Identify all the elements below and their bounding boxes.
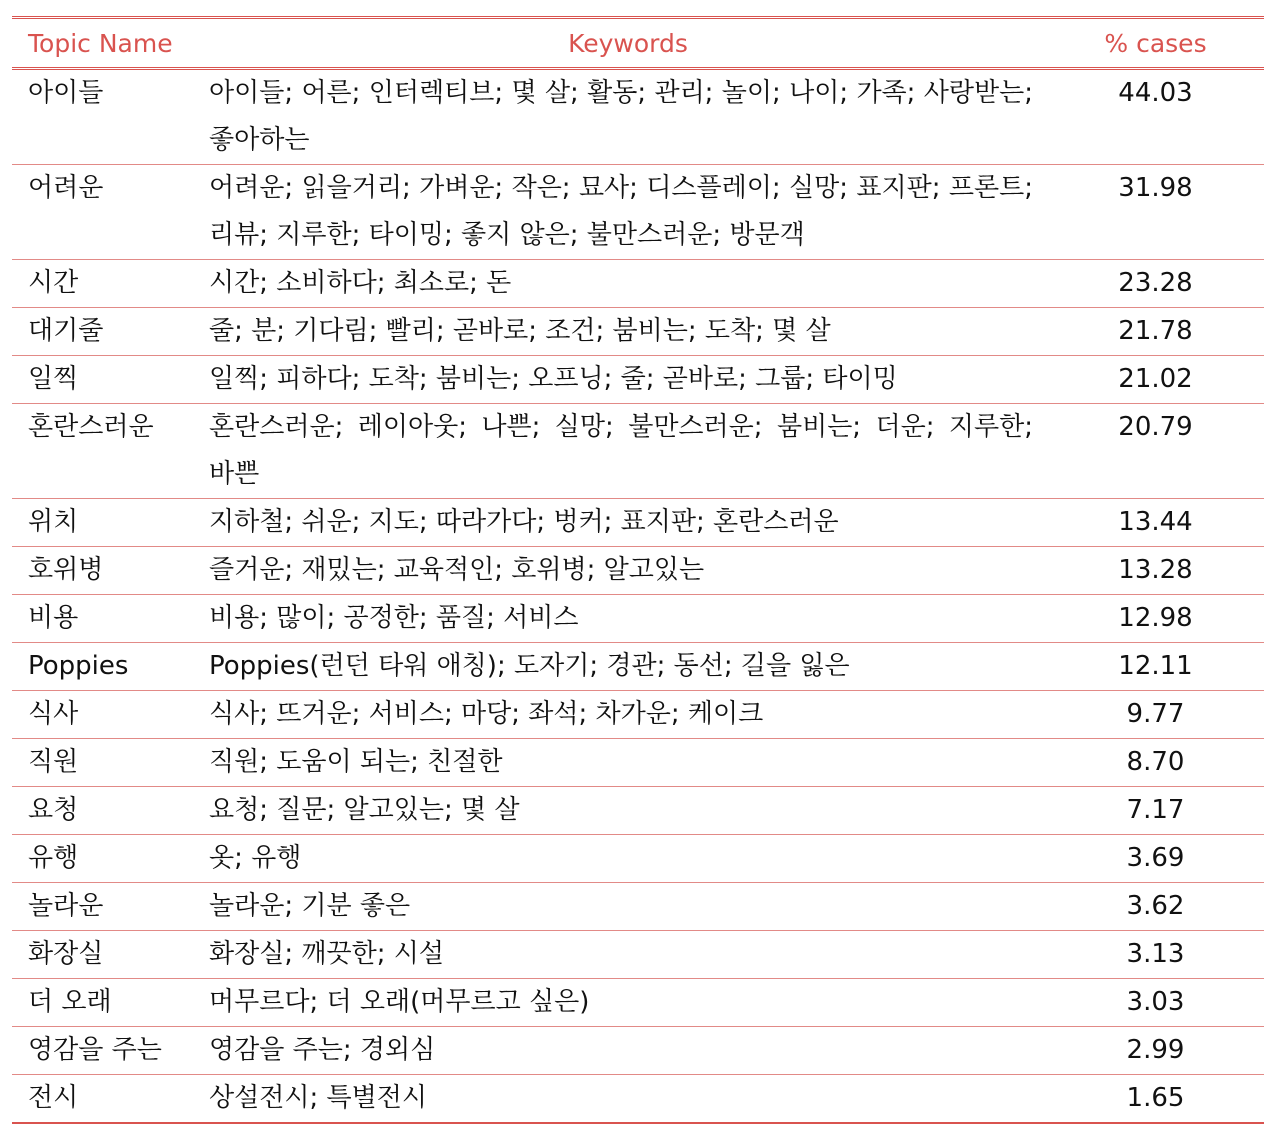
percent-cell: 8.70 (1126, 747, 1185, 777)
topic-cell: 유행 (28, 843, 79, 873)
keywords-cell: 요청; 질문; 알고있는; 몇 살 (209, 795, 520, 825)
topic-cell: 아이들 (28, 78, 104, 108)
table-row (12, 356, 1264, 404)
header-percent-cases: % cases (1104, 28, 1207, 58)
table-row (12, 931, 1264, 979)
table-row (12, 739, 1264, 787)
header-row (12, 18, 1264, 69)
percent-cell: 12.98 (1118, 603, 1193, 633)
table-row (12, 69, 1264, 165)
topics-table-container (12, 16, 1264, 1124)
table-row (12, 787, 1264, 835)
table-row (12, 883, 1264, 931)
topic-cell: Poppies (28, 651, 129, 681)
table-row (12, 308, 1264, 356)
table-row (12, 691, 1264, 739)
keywords-cell: 시간; 소비하다; 최소로; 돈 (209, 268, 512, 298)
keywords-cell: 즐거운; 재밌는; 교육적인; 호위병; 알고있는 (209, 555, 705, 585)
keywords-cell: 상설전시; 특별전시 (209, 1083, 427, 1113)
keywords-cell: 놀라운; 기분 좋은 (209, 891, 411, 921)
topic-cell: 호위병 (28, 555, 104, 585)
keywords-cell: 화장실; 깨끗한; 시설 (209, 939, 444, 969)
table-row (12, 643, 1264, 691)
keywords-cell: 직원; 도움이 되는; 친절한 (209, 747, 503, 777)
keywords-cell: Poppies(런던 타워 애칭); 도자기; 경관; 동선; 길을 잃은 (209, 651, 850, 681)
topic-cell: 더 오래 (28, 987, 112, 1017)
keywords-cell: 아이들; 어른; 인터렉티브; 몇 살; 활동; 관리; 놀이; 나이; 가족; 사랑받는; 좋아하는 (209, 78, 1033, 155)
keywords-cell: 영감을 주는; 경외심 (209, 1035, 436, 1065)
table-row (12, 595, 1264, 643)
percent-cell: 7.17 (1126, 795, 1185, 825)
topic-cell: 요청 (28, 795, 79, 825)
keywords-cell: 혼란스러운; 레이아웃; 나쁜; 실망; 불만스러운; 붐비는; 더운; 지루한; 바쁜 (209, 412, 1033, 489)
keywords-cell: 일찍; 피하다; 도착; 붐비는; 오프닝; 줄; 곧바로; 그룹; 타이밍 (209, 364, 898, 394)
topic-cell: 일찍 (28, 364, 79, 394)
topic-cell: 어려운 (28, 173, 104, 203)
table-row (12, 979, 1264, 1027)
keywords-cell: 옷; 유행 (209, 843, 302, 873)
percent-cell: 21.02 (1118, 364, 1193, 394)
percent-cell: 31.98 (1118, 173, 1193, 203)
table-row (12, 1075, 1264, 1124)
topics-table (12, 16, 1264, 1124)
table-row (12, 1027, 1264, 1075)
keywords-cell: 지하철; 쉬운; 지도; 따라가다; 벙커; 표지판; 혼란스러운 (209, 507, 839, 537)
topic-cell: 전시 (28, 1083, 79, 1113)
topic-cell: 대기줄 (28, 316, 104, 346)
table-row (12, 499, 1264, 547)
percent-cell: 3.13 (1126, 939, 1185, 969)
table-row (12, 165, 1264, 260)
percent-cell: 23.28 (1118, 268, 1193, 298)
topic-cell: 비용 (28, 603, 79, 633)
table-row (12, 404, 1264, 499)
percent-cell: 13.44 (1118, 507, 1193, 537)
percent-cell: 3.69 (1126, 843, 1185, 873)
percent-cell: 1.65 (1126, 1083, 1185, 1113)
keywords-cell: 식사; 뜨거운; 서비스; 마당; 좌석; 차가운; 케이크 (209, 699, 764, 729)
topic-cell: 놀라운 (28, 891, 104, 921)
topic-cell: 화장실 (28, 939, 104, 969)
table-row (12, 260, 1264, 308)
table-row (12, 547, 1264, 595)
keywords-cell: 머무르다; 더 오래(머무르고 싶은) (209, 987, 590, 1017)
topic-cell: 혼란스러운 (28, 412, 154, 442)
percent-cell: 2.99 (1126, 1035, 1185, 1065)
keywords-cell: 줄; 분; 기다림; 빨리; 곧바로; 조건; 붐비는; 도착; 몇 살 (209, 316, 831, 346)
keywords-cell: 어려운; 읽을거리; 가벼운; 작은; 묘사; 디스플레이; 실망; 표지판; 프론트; 리뷰; 지루한; 타이밍; 좋지 않은; 불만스러운; 방문객 (209, 173, 1033, 250)
topic-cell: 식사 (28, 699, 79, 729)
percent-cell: 3.62 (1126, 891, 1185, 921)
table-row (12, 835, 1264, 883)
percent-cell: 44.03 (1118, 78, 1193, 108)
topic-cell: 직원 (28, 747, 79, 777)
percent-cell: 13.28 (1118, 555, 1193, 585)
header-topic-name: Topic Name (28, 28, 173, 58)
table-body (12, 69, 1264, 1124)
percent-cell: 9.77 (1126, 699, 1185, 729)
percent-cell: 20.79 (1118, 412, 1193, 442)
topic-cell: 시간 (28, 268, 79, 298)
percent-cell: 3.03 (1126, 987, 1185, 1017)
table-header (12, 18, 1264, 69)
topic-cell: 영감을 주는 (28, 1035, 162, 1065)
percent-cell: 12.11 (1118, 651, 1193, 681)
percent-cell: 21.78 (1118, 316, 1193, 346)
keywords-cell: 비용; 많이; 공정한; 품질; 서비스 (209, 603, 579, 633)
topic-cell: 위치 (28, 507, 79, 537)
header-keywords: Keywords (568, 28, 688, 58)
